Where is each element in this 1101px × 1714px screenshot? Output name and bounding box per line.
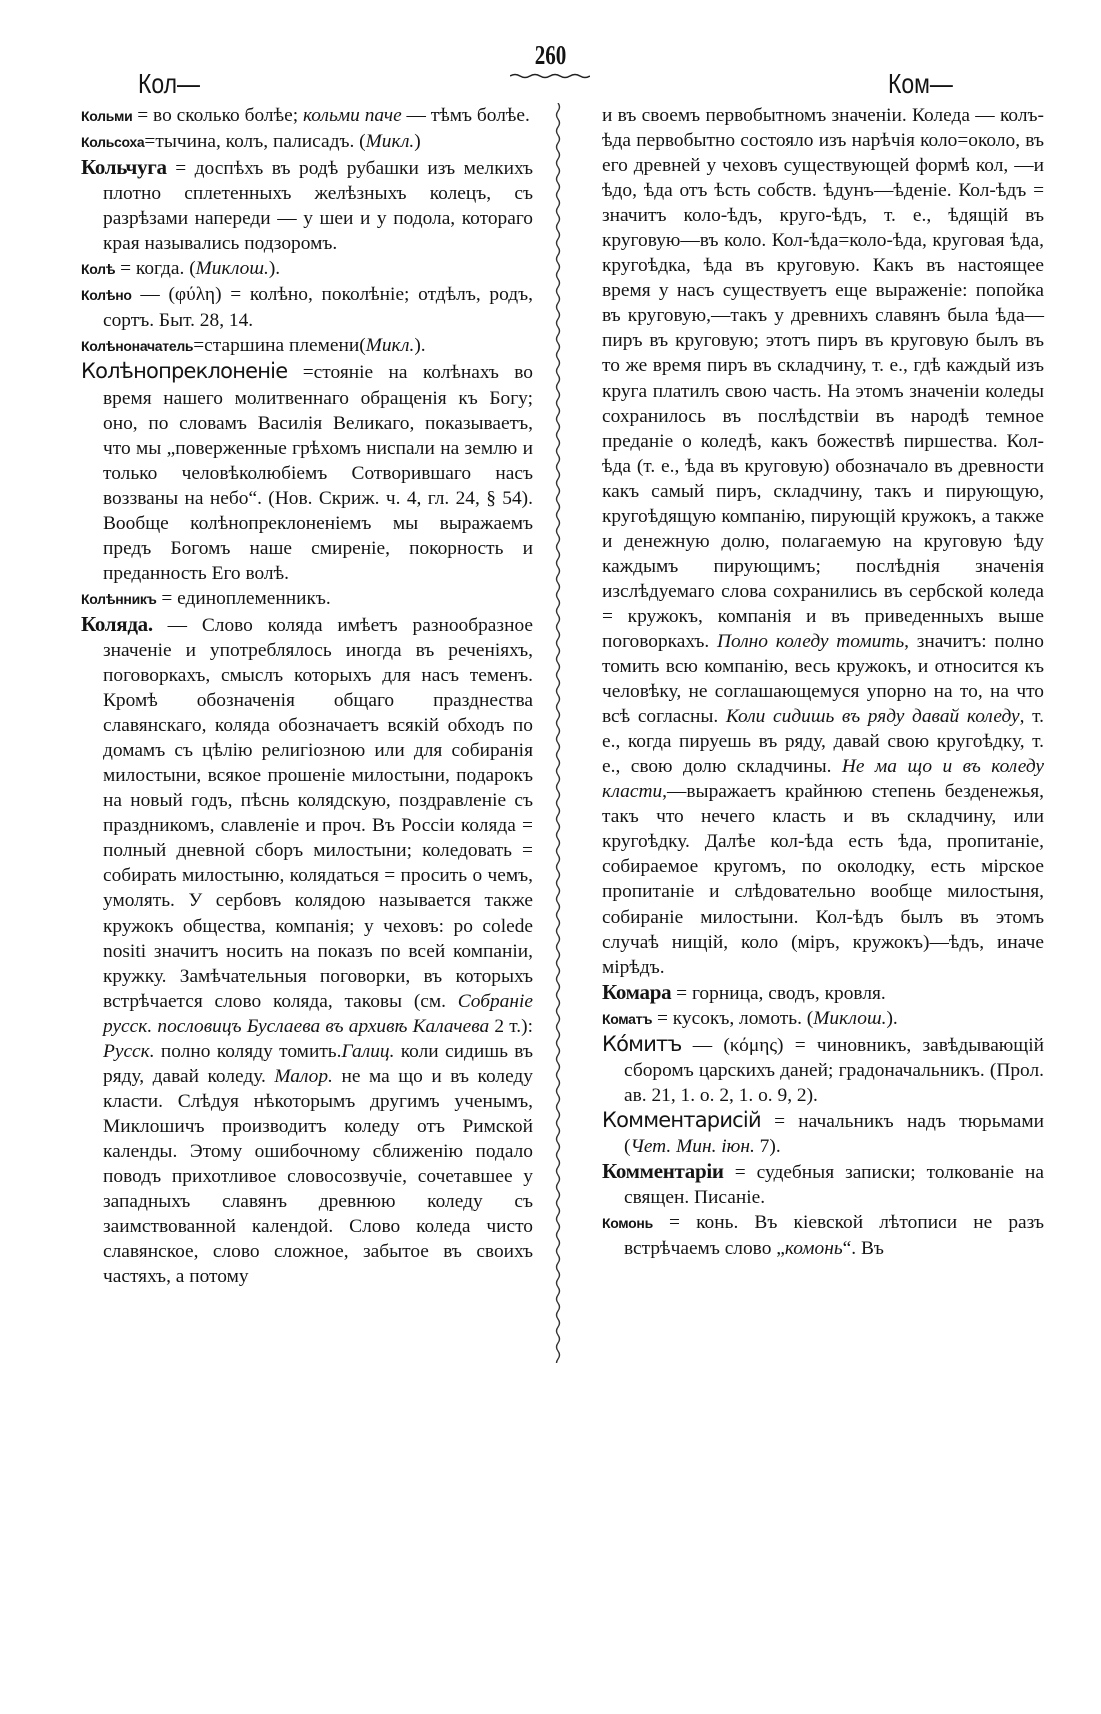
entry-tail: 7). xyxy=(754,1135,781,1157)
entry-italic: кольми паче xyxy=(302,105,402,126)
headword: Кольсоха xyxy=(81,134,145,151)
column-divider xyxy=(553,103,563,1363)
entry-body: = горница, сводъ, кровля. xyxy=(671,982,886,1004)
entry-tail: не ма що и въ коледу класти. Слѣдуя нѣкоторымъ другимъ ученымъ, Миклошичъ производитъ коледу отъ Римской календы. Этому ошибочному сближенію подало поводъ прихотливое словосозвучіе, сочетавшее у западныхъ славянъ древнюю коледу съ заимствованной календой. Слово коледа чисто славянское, слово сложное, забытое въ своихъ частяхъ, а потому xyxy=(103,1065,533,1288)
entry-body: = судебныя записки; толкованіе на священ. Писаніе. xyxy=(624,1161,1044,1209)
entry-tail: коли сидишь въ ряду, давай коледу. xyxy=(103,1040,534,1087)
entry-body: =старшина племени( xyxy=(193,335,366,357)
dictionary-entry xyxy=(81,333,533,359)
entry-tail: ). xyxy=(268,258,281,280)
entry-body: = когда. ( xyxy=(115,258,196,280)
dictionary-entry xyxy=(81,256,533,282)
dictionary-entry xyxy=(602,1108,1044,1159)
entry-italic: Микл. xyxy=(365,131,415,153)
dictionary-entry xyxy=(81,282,533,333)
entry-tail: “. Въ xyxy=(842,1238,884,1260)
entry-italic: Собраніе русск. пословицъ Буслаева въ архивѣ Калачева xyxy=(103,990,533,1037)
dictionary-entry xyxy=(602,1210,1044,1261)
entry-italic: Микл. xyxy=(365,335,415,357)
entry-body: — (κόμης) = чиновникъ, завѣдывающій сборомъ царскихъ даней; градоначальникъ. (Прол. ав. 21, 1. о. 2, 1. о. 9, 2). xyxy=(624,1034,1044,1106)
entry-italic: комонь xyxy=(784,1238,843,1260)
headword: Комментаріи xyxy=(602,1158,724,1183)
entry-italic: Полно коледу томить xyxy=(717,630,905,652)
entry-italic: Коли сидишь въ ряду давай коледу xyxy=(725,706,1020,728)
headword: Колѣ xyxy=(81,261,116,278)
running-head-right: Ком— xyxy=(888,68,953,99)
entry-tail: ) xyxy=(414,131,421,153)
dictionary-entry xyxy=(81,129,533,155)
entry-body: и въ своемъ первобытномъ значеніи. Коледа — колъ-ѣда первобытно состояло изъ нарѣчія коло=около, въ его древней у чеховъ существующей формѣ кол, —и ѣдо, ѣда отъ ѣсть собств. ѣдунъ—ѣденіе. Кол-ѣдъ = значитъ коло-ѣдъ, круго-ѣдъ, т. е., ѣдящій въ круговую—въ коло. Кол-ѣда=коло-ѣда, круговая ѣда, кругоѣдка, ѣда въ круговую. Какъ въ настоящее время у насъ существуетъ еще выраженіе: попойка въ круговую,—такъ у древнихъ славянъ была ѣда—пиръ въ круговую; этотъ пиръ въ круговую былъ въ то же время пиръ въ складчину, т. е., гдѣ каждый изъ круга платилъ свою часть. На этомъ значеніи коледы сохранилось въ послѣдствіи въ народѣ темное преданіе о коледѣ, какъ божествѣ пиршества. Кол-ѣда (т. е., ѣда въ круговую) обозначало въ древности какъ самый пиръ, складчину, такъ и пирующую, кругоѣдящую компанію, пирующій кружокъ, а также и денежную долю, полагаемую на круговую ѣду каждымъ пирующимъ; послѣднія значенія изслѣдуемаго слова сохранились въ сербской коледа = кружокъ, компанія и въ приведенныхъ выше поговоркахъ. xyxy=(602,105,1044,652)
entry-tail: ). xyxy=(886,1007,898,1029)
entry-tail: полно коляду томить. xyxy=(154,1040,342,1062)
headword: Колѣно xyxy=(81,287,132,304)
entry-body: = конь. Въ кіевской лѣтописи не разъ встрѣчаемъ слово „ xyxy=(624,1212,1044,1260)
right-column xyxy=(602,103,1044,1261)
entry-body: = кусокъ, ломоть. ( xyxy=(652,1007,814,1029)
dictionary-entry-continued xyxy=(602,103,1044,980)
running-head-left: Кол— xyxy=(138,68,200,99)
entry-italic: Не ма що и въ коледу класти xyxy=(602,756,1044,803)
dictionary-entry xyxy=(602,1032,1044,1108)
dictionary-entry xyxy=(81,155,533,256)
entry-body: = единоплеменникъ. xyxy=(156,587,331,609)
entry-italic: Чет. Мин. іюн. xyxy=(630,1135,755,1157)
entry-tail: — тѣмъ болѣе. xyxy=(401,105,530,126)
headword: Комонь xyxy=(602,1215,653,1232)
entry-italic: Русск. xyxy=(103,1040,155,1062)
dictionary-entry xyxy=(81,103,533,129)
dictionary-entry xyxy=(81,586,533,612)
dictionary-entry xyxy=(602,1159,1044,1210)
entry-tail: , значитъ: полно томить всю компанію, весь кружокъ, и относится къ человѣку, не соглашающемуся упорно на то, на что всѣ согласны. xyxy=(602,630,1044,728)
entry-body: =тычина, колъ, палисадъ. ( xyxy=(144,131,366,153)
entry-tail: , т. е., когда пируешь въ ряду, давай свою кругоѣдку, т. е., свою долю складчины. xyxy=(602,706,1044,778)
entry-body: = начальникъ надъ тюрьмами ( xyxy=(624,1110,1044,1157)
entry-italic: Миклош. xyxy=(813,1007,887,1029)
headword: Ко́митъ xyxy=(602,1031,682,1056)
entry-body: — (φύλη) = колѣно, поколѣніе; отдѣлъ, родъ, сортъ. Быт. 28, 14. xyxy=(103,284,533,332)
headword: Коматъ xyxy=(602,1010,653,1027)
entry-body: — Слово коляда имѣетъ разнообразное значеніе и употреблялось иногда въ реченіяхъ, поговоркахъ, смыслъ которыхъ для насъ теменъ. Кромѣ обозначенія общаго празднества славянскаго, коляда обозначаетъ всякій обходъ по домамъ съ цѣлію религіозною или для собиранія милостыни, всякое прошеніе милостыни, подарокъ на новый годъ, пѣснь колядскую, поздравленіе съ праздникомъ, славленіе и проч. Въ Россіи коляда = полный дневной сборъ милостыни; коледовать = собирать милостыню, колядаться = просить о чемъ, умолять. У сербовъ колядою называется также кружокъ общества, компанія; у чеховъ: po colede nositi значитъ носить на показъ по всей компаніи, кружку. Замѣчательныя поговорки, въ которыхъ встрѣчается слово коляда, таковы (см. xyxy=(103,614,533,1012)
entry-tail: ). xyxy=(414,335,426,357)
entry-italic: Миклош. xyxy=(195,258,269,280)
entry-body: =стояніе на колѣнахъ во время нашего молитвеннаго обращенія къ Богу; оно, по словамъ Василія Великаго, показываетъ, что мы „поверженные грѣхомъ ниспали на землю и только человѣколюбіемъ Сотворившаго насъ воззваны на небо“. (Нов. Скриж. ч. 4, гл. 24, § 54). Вообще колѣнопреклоненіемъ мы выражаемъ предъ Богомъ наше смиреніе, покорность и преданность Его волѣ. xyxy=(103,362,533,584)
headword: Кольчуга xyxy=(81,155,167,180)
dictionary-entry xyxy=(602,980,1044,1006)
entry-body: = во сколько болѣе; xyxy=(132,105,303,126)
entry-italic: Галиц. xyxy=(341,1040,395,1062)
left-column xyxy=(81,103,533,1289)
page-number-ornament xyxy=(510,73,590,79)
headword: Коляда. xyxy=(81,611,153,636)
headword: Комментарисій xyxy=(602,1107,761,1132)
entry-body: = доспѣхъ въ родѣ рубашки изъ мелкихъ плотно сплетенныхъ желѣзныхъ колецъ, съ разрѣзами напереди — у шеи и у подола, котораго края назывались подзоромъ. xyxy=(103,158,533,255)
entry-tail: ,—выражаетъ крайнюю степень безденежья, такъ что нечего класть и въ складчину, или кругоѣдку. Далѣе кол-ѣда есть ѣда, пропитаніе, собираемое кругомъ, по околодку, есть мірское пропитаніе и слѣдовательно вообще милостыня, собираніе милостыни. Кол-ѣдъ былъ въ этомъ случаѣ нищій, коло (міръ, кружокъ)—ѣдъ, иначе мірѣдъ. xyxy=(602,781,1044,978)
entry-italic: Малор. xyxy=(274,1065,333,1087)
headword: Кольми xyxy=(81,108,133,124)
headword: Колѣнникъ xyxy=(81,590,157,607)
page-number: 260 xyxy=(534,40,567,70)
dictionary-entry xyxy=(81,359,533,585)
headword: Колѣноначатель xyxy=(81,338,194,355)
dictionary-entry xyxy=(81,612,533,1289)
headword: Колѣнопреклоненіе xyxy=(81,359,288,384)
entry-tail: 2 т.): xyxy=(489,1015,533,1037)
headword: Комара xyxy=(602,979,672,1004)
dictionary-entry xyxy=(602,1006,1044,1032)
